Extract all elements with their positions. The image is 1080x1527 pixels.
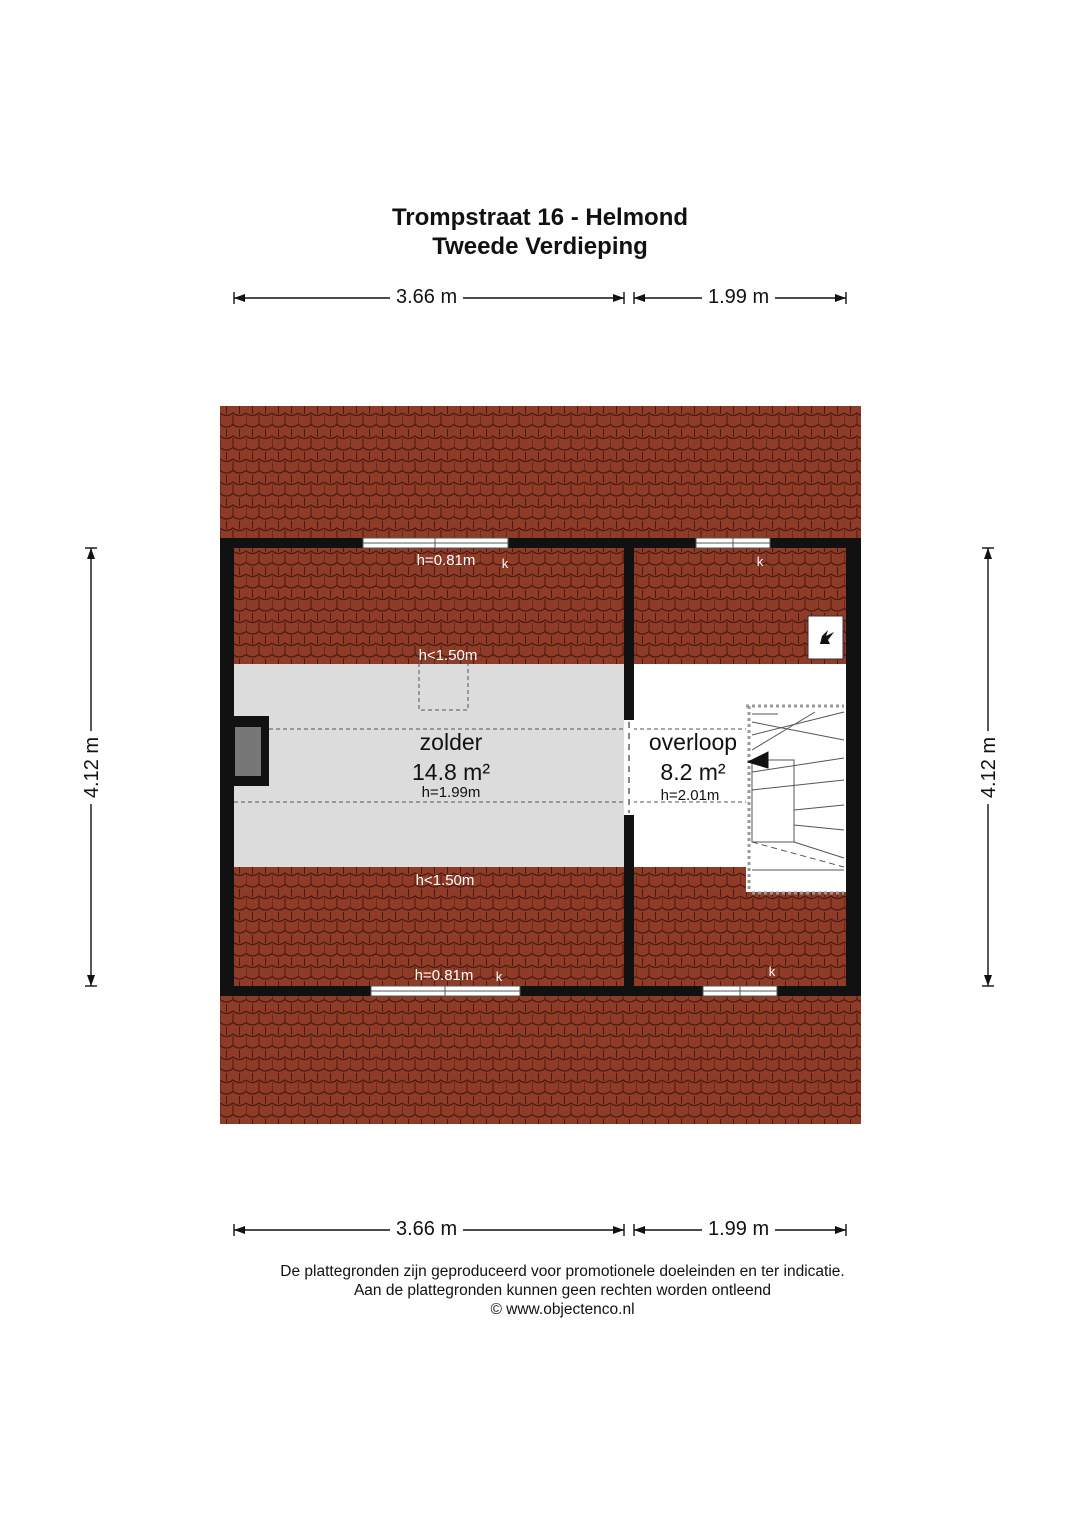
plan-floor-title: Tweede Verdieping [432, 233, 648, 260]
overloop-name: overloop [648, 729, 738, 755]
zolder-name: zolder [419, 729, 483, 755]
k-bottom-left: k [495, 969, 503, 984]
chimney-flue [235, 727, 261, 776]
dimension-bottom-left: 3.66 m [390, 1218, 463, 1241]
zolder-area: 14.8 m² [412, 759, 490, 785]
dimension-top-left: 3.66 m [390, 286, 463, 309]
k-top-left: k [501, 556, 509, 571]
window-top-right [696, 538, 770, 548]
dimension-left: 4.12 m [81, 731, 104, 804]
dimension-top-right: 1.99 m [702, 286, 775, 309]
overloop-height: h=2.01m [660, 787, 720, 804]
window-top-left [363, 538, 508, 548]
boiler-icon [808, 616, 843, 659]
slope-height-bottom: h<1.50m [415, 872, 475, 889]
k-bottom-right: k [768, 964, 776, 979]
disclaimer-line-2: Aan de plattegronden kunnen geen rechten worden ontleend [353, 1282, 772, 1299]
window-height-top-left: h=0.81m [416, 552, 476, 569]
disclaimer-line-3: © www.objectenco.nl [490, 1301, 635, 1318]
dimension-bottom-right: 1.99 m [702, 1218, 775, 1241]
slope-height-top: h<1.50m [418, 647, 478, 664]
overloop-area: 8.2 m² [660, 759, 726, 785]
window-bottom-left [371, 986, 520, 996]
k-top-right: k [756, 554, 764, 569]
dimension-right: 4.12 m [978, 731, 1001, 804]
plan-address-title: Trompstraat 16 - Helmond [391, 204, 689, 231]
disclaimer-line-1: De plattegronden zijn geproduceerd voor promotionele doeleinden en ter indicatie. [280, 1263, 845, 1280]
window-bottom-right [703, 986, 777, 996]
zolder-height: h=1.99m [421, 784, 481, 801]
staircase [746, 704, 846, 893]
window-height-bottom-left: h=0.81m [414, 967, 474, 984]
